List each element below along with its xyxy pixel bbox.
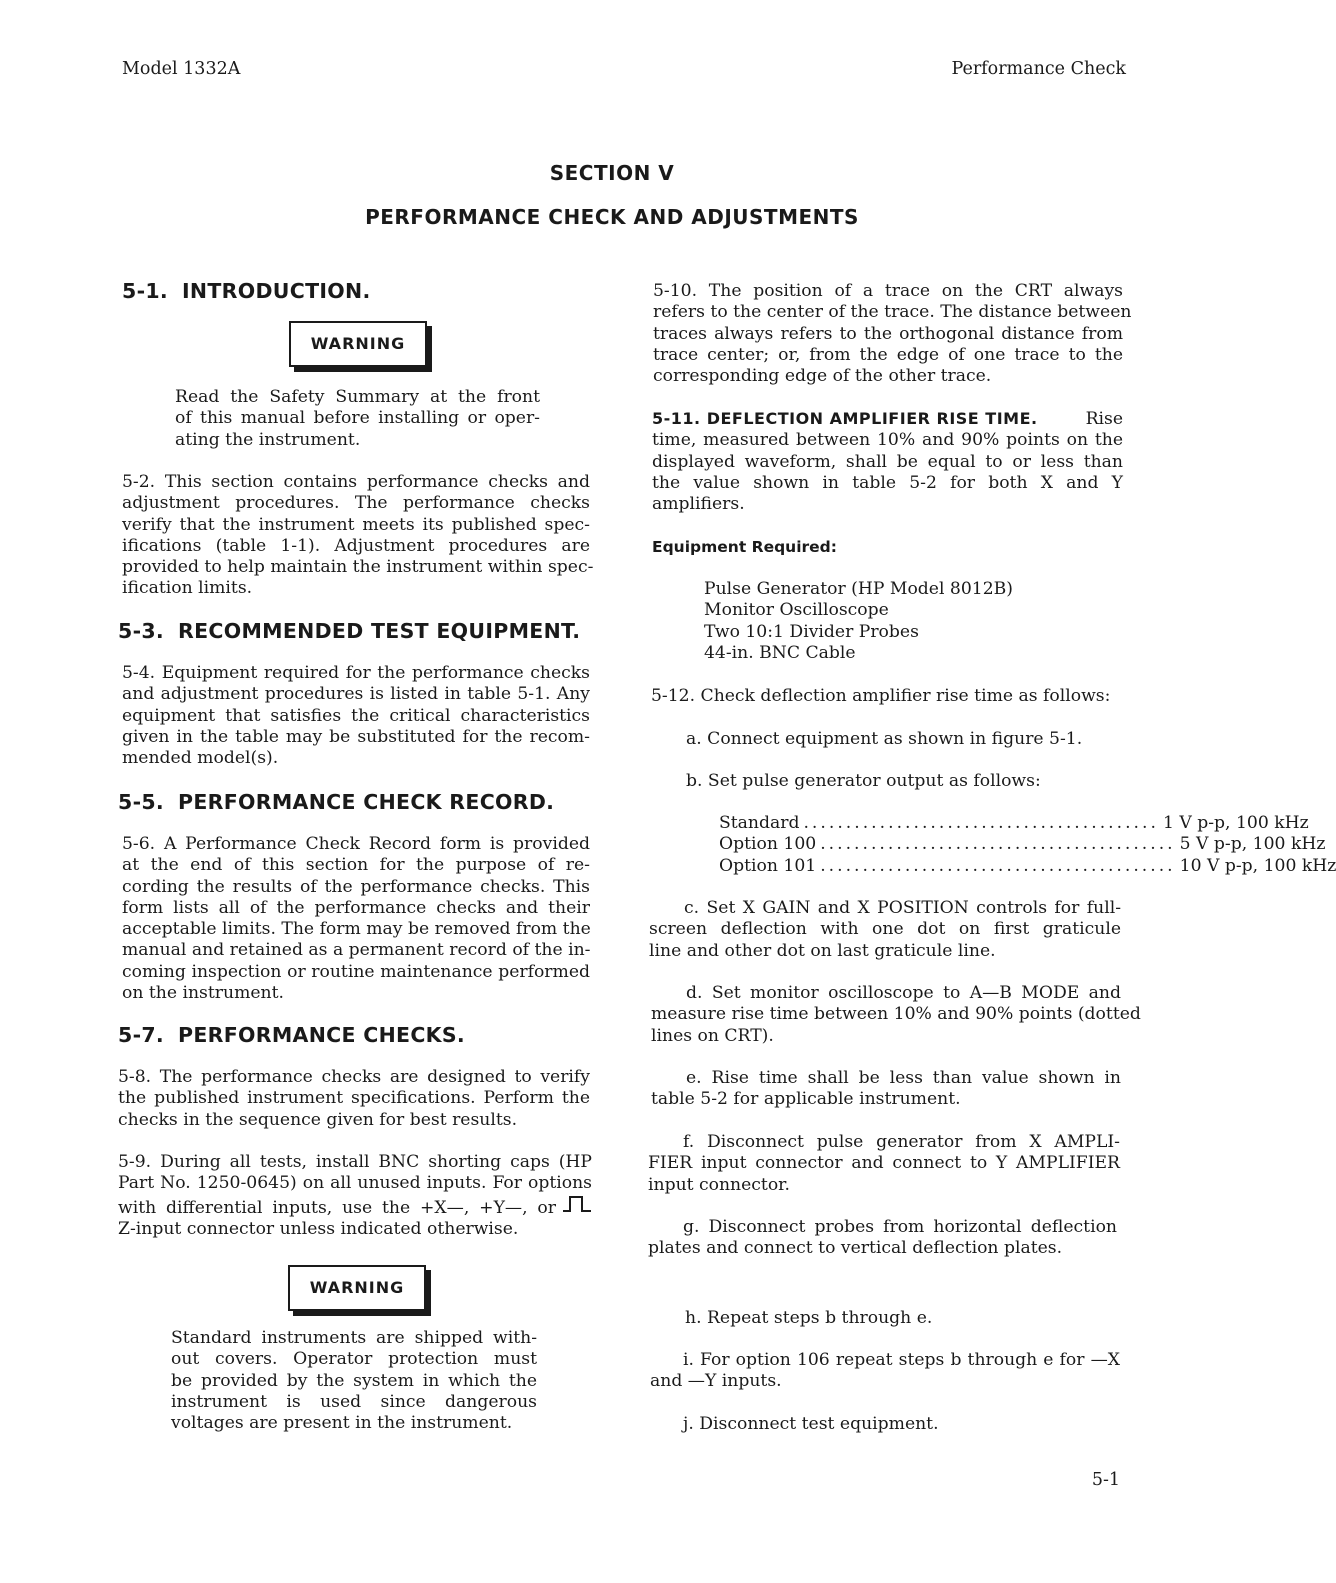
step-j: j. Disconnect test equipment. [683, 1414, 939, 1434]
settings-row [719, 834, 1326, 855]
text-line: Read the Safety Summary at the front [175, 387, 540, 407]
list-item: Monitor Oscilloscope [704, 600, 889, 621]
text-line: table 5-2 for applicable instrument. [651, 1089, 961, 1110]
text-line: out covers. Operator protection must [171, 1349, 537, 1370]
header-section: Performance Check [951, 59, 1126, 79]
text-line: ification limits. [122, 578, 253, 599]
settings-label: Option 101 [719, 855, 817, 876]
pulse-symbol-icon [562, 1195, 592, 1219]
heading-text: PERFORMANCE CHECK RECORD. [178, 790, 555, 814]
settings-row [719, 855, 1336, 877]
text-line: instrument is used since dangerous [171, 1391, 537, 1412]
text-line: 5-9. During all tests, install BNC shorting caps (HP [118, 1152, 592, 1172]
text-line: equipment that satisfies the critical characteristics [122, 705, 590, 726]
heading-5-5 [118, 790, 554, 814]
settings-value: 10 V p-p, 100 kHz [1179, 855, 1336, 876]
step-c [649, 898, 1121, 962]
text-line: 5-8. The performance checks are designed to verify [118, 1067, 590, 1087]
text-line: screen deflection with one dot on first graticule [649, 919, 1121, 940]
para-5-2 [122, 472, 594, 600]
text-line: c. Set X GAIN and X POSITION controls for full- [684, 898, 1121, 918]
step-g [648, 1217, 1117, 1260]
warning-text-1 [175, 387, 540, 451]
text-line: e. Rise time shall be less than value shown in [686, 1068, 1121, 1088]
heading-5-1 [122, 279, 371, 303]
para-5-8 [118, 1067, 590, 1131]
text-line: mended model(s). [122, 748, 279, 769]
text-line: line and other dot on last graticule line. [649, 940, 996, 961]
text-line: acceptable limits. The form may be removed from the [122, 919, 591, 940]
step-h: h. Repeat steps b through e. [685, 1308, 933, 1328]
text-line: i. For option 106 repeat steps b through e for —X [683, 1350, 1120, 1370]
warning-text-2 [171, 1328, 537, 1434]
text-line: form lists all of the performance checks and their [122, 897, 590, 918]
step-b: b. Set pulse generator output as follows: [686, 771, 1041, 791]
text-run: Rise [1085, 409, 1123, 429]
heading-number: 5-7. [118, 1023, 165, 1047]
heading-number: 5-5. [118, 790, 165, 814]
text-line: and adjustment procedures is listed in table 5-1. Any [122, 684, 590, 705]
heading-5-11: 5-11. DEFLECTION AMPLIFIER RISE TIME. [652, 409, 1038, 428]
heading-number: 5-3. [118, 619, 165, 643]
settings-table [719, 813, 1336, 877]
text-line: amplifiers. [652, 494, 745, 515]
text-line: on the instrument. [122, 983, 284, 1004]
text-line: trace center; or, from the edge of one trace to the [653, 344, 1123, 365]
text-line: verify that the instrument meets its published spec- [122, 514, 590, 535]
header-model: Model 1332A [122, 59, 241, 79]
settings-value: 1 V p-p, 100 kHz [1162, 813, 1309, 833]
settings-label: Option 100 [719, 834, 817, 855]
heading-text: INTRODUCTION. [182, 279, 371, 303]
list-item: 44-in. BNC Cable [704, 642, 856, 663]
text-line: ating the instrument. [175, 429, 361, 450]
step-e [651, 1068, 1121, 1111]
para-5-6 [122, 834, 590, 1004]
page-number: 5-1 [1091, 1470, 1120, 1490]
text-line: ifications (table 1-1). Adjustment procedures are [122, 535, 590, 556]
para-5-9 [118, 1152, 592, 1240]
step-f [648, 1132, 1120, 1196]
para-5-11-first-line [652, 408, 1123, 430]
equipment-heading: Equipment Required: [652, 538, 837, 556]
equipment-list [704, 579, 1013, 664]
text-line: plates and connect to vertical deflection plates. [648, 1238, 1063, 1259]
text-line: cording the results of the performance checks. This [122, 876, 590, 897]
heading-text: RECOMMENDED TEST EQUIPMENT. [178, 619, 581, 643]
text-line: corresponding edge of the other trace. [653, 366, 992, 387]
list-item: Pulse Generator (HP Model 8012B) [704, 579, 1014, 599]
text-line: time, measured between 10% and 90% points on the [652, 430, 1123, 451]
text-line-with-icon [118, 1195, 592, 1219]
text-line: g. Disconnect probes from horizontal deflection [683, 1217, 1117, 1237]
text-line: at the end of this section for the purpose of re- [122, 855, 590, 876]
step-d [651, 983, 1141, 1047]
dot-leader: .......................................... [803, 813, 1159, 833]
text-line: 5-6. A Performance Check Record form is provided [122, 834, 590, 854]
text-line: voltages are present in the instrument. [171, 1413, 513, 1434]
text-line: manual and retained as a permanent record of the in- [122, 940, 591, 961]
step-a: a. Connect equipment as shown in figure 5-1. [686, 729, 1083, 749]
section-title: SECTION V [549, 161, 675, 185]
text-line: of this manual before installing or oper- [175, 408, 540, 429]
heading-5-7 [118, 1023, 465, 1047]
text-line: d. Set monitor oscilloscope to A—B MODE and [686, 983, 1121, 1003]
dot-leader: .......................................... [820, 834, 1176, 855]
text-line: refers to the center of the trace. The distance between [653, 302, 1132, 323]
settings-label: Standard [719, 813, 800, 833]
text-line: checks in the sequence given for best results. [118, 1109, 518, 1130]
text-line: adjustment procedures. The performance checks [122, 493, 590, 514]
text-line: displayed waveform, shall be equal to or less than [652, 451, 1123, 472]
text-line: FIER input connector and connect to Y AMPLIFIER [648, 1153, 1120, 1174]
text-line: Standard instruments are shipped with- [171, 1328, 537, 1348]
text-line: the published instrument specifications. Perform the [118, 1088, 590, 1109]
text-line: lines on CRT). [651, 1025, 774, 1046]
heading-number: 5-1. [122, 279, 169, 303]
text-line: with differential inputs, use the +X—, +Y—, or [118, 1197, 556, 1218]
dot-leader: .......................................... [820, 855, 1176, 876]
settings-value: 5 V p-p, 100 kHz [1179, 834, 1326, 855]
text-line: provided to help maintain the instrument within spec- [122, 557, 594, 578]
text-line: traces always refers to the orthogonal distance from [653, 323, 1123, 344]
warning-label-2: WARNING [288, 1265, 426, 1311]
text-line: input connector. [648, 1174, 790, 1195]
para-5-11 [652, 408, 1123, 515]
warning-label-1: WARNING [289, 321, 427, 367]
text-line: be provided by the system in which the [171, 1370, 537, 1391]
text-line: and —Y inputs. [650, 1371, 782, 1392]
text-line: coming inspection or routine maintenance performed [122, 961, 590, 982]
text-line: Z-input connector unless indicated otherwise. [118, 1218, 519, 1239]
text-line: measure rise time between 10% and 90% points (dotted [651, 1004, 1141, 1025]
text-line: f. Disconnect pulse generator from X AMPLI- [683, 1132, 1120, 1152]
heading-text: PERFORMANCE CHECKS. [178, 1023, 466, 1047]
text-line: given in the table may be substituted for the recom- [122, 726, 590, 747]
para-5-4 [122, 663, 590, 769]
para-5-12: 5-12. Check deflection amplifier rise time as follows: [651, 686, 1111, 706]
settings-row [719, 813, 1309, 834]
para-5-10 [653, 281, 1132, 387]
text-line: the value shown in table 5-2 for both X and Y [652, 472, 1123, 493]
text-line: 5-10. The position of a trace on the CRT always [653, 281, 1123, 301]
text-line: Part No. 1250-0645) on all unused inputs. For options [118, 1173, 592, 1194]
heading-5-3 [118, 619, 580, 643]
list-item: Two 10:1 Divider Probes [704, 621, 919, 642]
text-line: 5-4. Equipment required for the performance checks [122, 663, 590, 683]
text-line: 5-2. This section contains performance checks and [122, 472, 590, 492]
step-i [650, 1350, 1120, 1393]
section-subtitle: PERFORMANCE CHECK AND ADJUSTMENTS [365, 205, 859, 229]
